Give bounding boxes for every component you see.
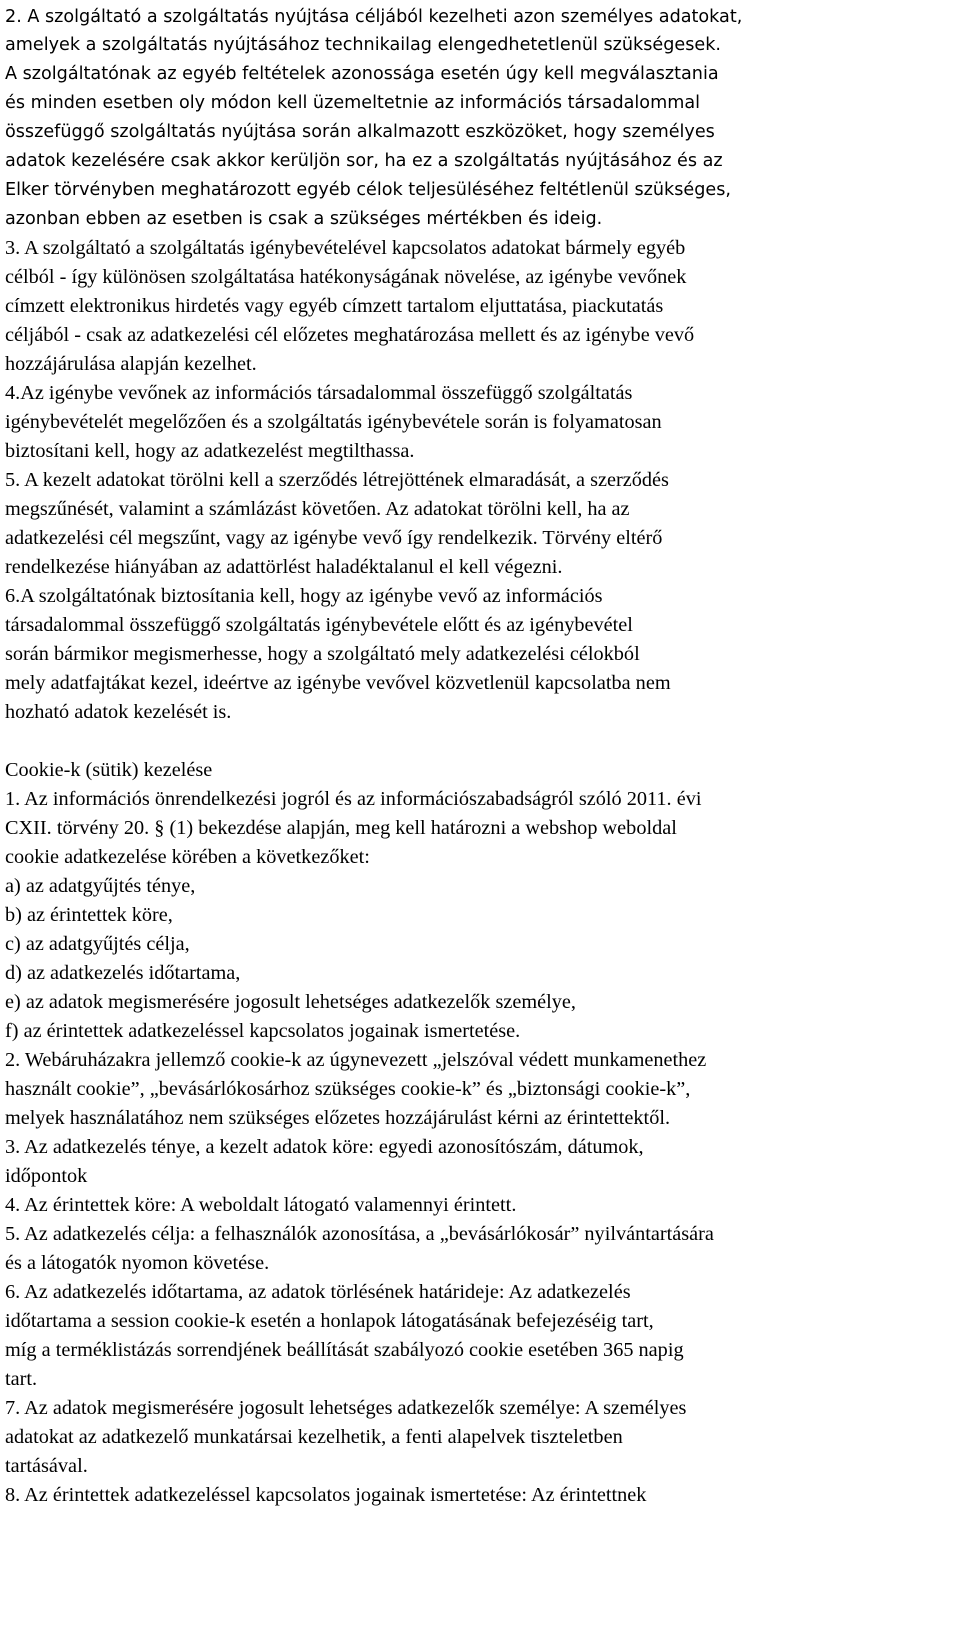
paragraph-line: mely adatfajtákat kezel, ideértve az igénybe vevővel közvetlenül kapcsolatba nem [5,672,671,694]
paragraph-line: 3. A szolgáltató a szolgáltatás igénybevételével kapcsolatos adatokat bármely egyéb [5,237,686,259]
list-item: d) az adatkezelés időtartama, [5,962,241,984]
paragraph-line: hozható adatok kezelését is. [5,701,232,723]
paragraph-line: időtartama a session cookie-k esetén a honlapok látogatásának befejezéséig tart, [5,1310,654,1332]
paragraph-line: CXII. törvény 20. § (1) bekezdése alapján, meg kell határozni a webshop weboldal [5,817,677,839]
paragraph-line: 7. Az adatok megismerésére jogosult lehetséges adatkezelők személye: A személyes [5,1397,687,1419]
paragraph-line: rendelkezése hiányában az adattörlést haladéktalanul el kell végezni. [5,556,563,578]
paragraph-line: adatok kezelésére csak akkor kerüljön sor, ha ez a szolgáltatás nyújtásához és az [5,151,723,171]
paragraph-line: és a látogatók nyomon követése. [5,1252,270,1274]
list-item: f) az érintettek adatkezeléssel kapcsolatos jogainak ismertetése. [5,1020,521,1042]
paragraph-line: A szolgáltatónak az egyéb feltételek azonossága esetén úgy kell megválasztania [5,64,719,84]
paragraph-line: 8. Az érintettek adatkezeléssel kapcsolatos jogainak ismertetése: Az érintettnek [5,1484,647,1506]
paragraph-line: megszűnését, valamint a számlázást követően. Az adatokat törölni kell, ha az [5,498,630,520]
paragraph-line: 2. Webáruházakra jellemző cookie-k az úgynevezett „jelszóval védett munkamenethez [5,1049,707,1071]
paragraph-line: 4. Az érintettek köre: A weboldalt látogató valamennyi érintett. [5,1194,517,1216]
paragraph-line: igénybevételét megelőzően és a szolgáltatás igénybevétele során is folyamatosan [5,411,662,433]
paragraph-line: használt cookie”, „bevásárlókosárhoz szükséges cookie-k” és „biztonsági cookie-k”, [5,1078,691,1100]
list-item: c) az adatgyűjtés célja, [5,933,190,955]
paragraph-line: célból - így különösen szolgáltatása hatékonyságának növelése, az igénybe vevőnek [5,266,687,288]
paragraph-line: 5. A kezelt adatokat törölni kell a szerződés létrejöttének elmaradását, a szerződés [5,469,669,491]
paragraph-line: időpontok [5,1165,88,1187]
paragraph-line: társadalommal összefüggő szolgáltatás igénybevétele előtt és az igénybevétel [5,614,633,636]
paragraph-line: 6.A szolgáltatónak biztosítania kell, hogy az igénybe vevő az információs [5,585,603,607]
paragraph-line: során bármikor megismerhesse, hogy a szolgáltató mely adatkezelési célokból [5,643,640,665]
paragraph-line: céljából - csak az adatkezelési cél előzetes meghatározása mellett és az igénybe vevő [5,324,695,346]
paragraph-line: adatokat az adatkezelő munkatársai kezelhetik, a fenti alapelvek tiszteletben [5,1426,623,1448]
paragraph-line: tartásával. [5,1455,88,1477]
paragraph-line: amelyek a szolgáltatás nyújtásához technikailag elengedhetetlenül szükségesek. [5,35,722,55]
paragraph-line: hozzájárulása alapján kezelhet. [5,353,257,375]
list-item: a) az adatgyűjtés ténye, [5,875,196,897]
paragraph-line: összefüggő szolgáltatás nyújtása során alkalmazott eszközöket, hogy személyes [5,122,715,142]
paragraph-line: 1. Az információs önrendelkezési jogról és az információszabadságról szóló 2011. évi [5,788,702,810]
paragraph-line: Elker törvényben meghatározott egyéb célok teljesüléséhez feltétlenül szükséges, [5,180,731,200]
paragraph-line: cookie adatkezelése körében a következőket: [5,846,370,868]
paragraph-line: 6. Az adatkezelés időtartama, az adatok törlésének határideje: Az adatkezelés [5,1281,631,1303]
paragraph-line: biztosítani kell, hogy az adatkezelést megtilthassa. [5,440,415,462]
paragraph-line: tart. [5,1368,38,1390]
paragraph-line: azonban ebben az esetben is csak a szükséges mértékben és ideig. [5,209,603,229]
section-heading: Cookie-k (sütik) kezelése [5,759,213,781]
paragraph-line: melyek használatához nem szükséges előzetes hozzájárulást kérni az érintettektől. [5,1107,671,1129]
paragraph-line: 4.Az igénybe vevőnek az információs társadalommal összefüggő szolgáltatás [5,382,633,404]
list-item: b) az érintettek köre, [5,904,173,926]
paragraph-line: adatkezelési cél megszűnt, vagy az igénybe vevő így rendelkezik. Törvény eltérő [5,527,663,549]
paragraph-line: míg a terméklistázás sorrendjének beállítását szabályozó cookie esetében 365 napig [5,1339,684,1361]
paragraph-line: címzett elektronikus hirdetés vagy egyéb címzett tartalom eljuttatása, piackutatás [5,295,664,317]
paragraph-line: 3. Az adatkezelés ténye, a kezelt adatok köre: egyedi azonosítószám, dátumok, [5,1136,644,1158]
paragraph-line: és minden esetben oly módon kell üzemeltetnie az információs társadalommal [5,93,701,113]
paragraph-line: 5. Az adatkezelés célja: a felhasználók azonosítása, a „bevásárlókosár” nyilvántartására [5,1223,714,1245]
paragraph-line: 2. A szolgáltató a szolgáltatás nyújtása céljából kezelheti azon személyes adatokat, [5,7,743,27]
list-item: e) az adatok megismerésére jogosult lehetséges adatkezelők személye, [5,991,577,1013]
